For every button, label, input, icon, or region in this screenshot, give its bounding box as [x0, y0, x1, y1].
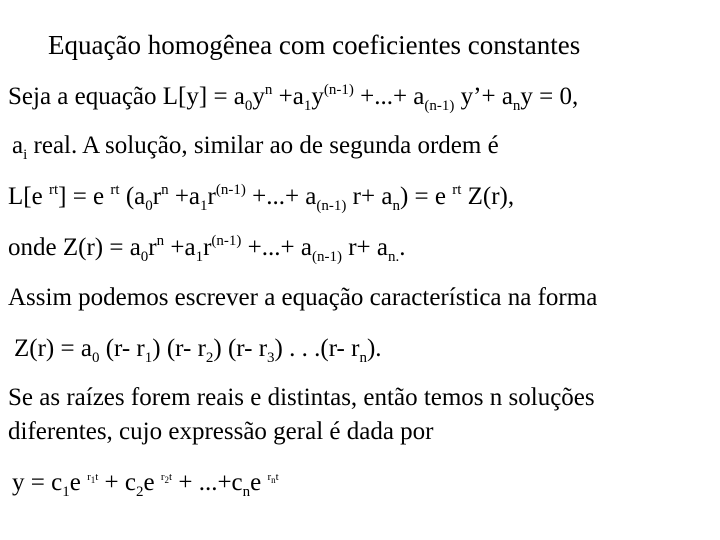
text: onde Z(r) = a — [8, 234, 141, 261]
subscript: 1 — [200, 198, 208, 214]
text: y — [311, 83, 324, 110]
line-assim: Assim podemos escrever a equação característica na forma — [8, 284, 598, 311]
text: a — [12, 132, 24, 159]
exp-t: t — [95, 471, 99, 483]
text: Seja a equação L[y] = a — [8, 83, 245, 110]
text: Z(r) = a — [14, 335, 92, 362]
superscript: n — [264, 82, 273, 98]
subscript: (n-1) — [311, 249, 342, 265]
text: r+ a — [346, 183, 393, 210]
text: (a — [119, 183, 146, 210]
text: +a — [168, 183, 201, 210]
text: ) = e — [399, 183, 453, 210]
subscript: 0 — [145, 198, 153, 214]
text: +...+ a — [245, 183, 317, 210]
text: y — [252, 83, 265, 110]
line-equation-ly — [8, 82, 578, 112]
subscript: n — [392, 198, 400, 214]
subscript: n. — [387, 249, 400, 265]
exp-r: r — [87, 471, 91, 483]
text: e — [69, 469, 88, 496]
superscript: n — [156, 233, 165, 249]
text: ) (r- r — [213, 335, 268, 362]
line-se-raizes: Se as raízes forem reais e distintas, então temos n soluções — [8, 384, 595, 411]
text: +...+ a — [353, 83, 425, 110]
text: ) (r- r — [152, 335, 206, 362]
subscript: (n-1) — [424, 98, 455, 114]
exp-t: t — [275, 471, 279, 483]
superscript — [268, 471, 279, 483]
subscript: n — [512, 98, 521, 114]
line-diferentes: diferentes, cujo expressão geral é dada por — [8, 418, 434, 445]
text: . — [399, 234, 406, 261]
text: e — [250, 469, 268, 496]
text: Z(r), — [461, 183, 515, 210]
text: real. A solução, similar ao de segunda ordem é — [27, 132, 499, 159]
text: r — [148, 234, 157, 261]
text: e — [143, 469, 161, 496]
exp-subscript: 1 — [90, 475, 96, 485]
superscript — [87, 471, 98, 483]
text: ] = e — [58, 183, 111, 210]
line-general-solution — [12, 468, 279, 498]
superscript: rt — [110, 182, 120, 198]
text: y = c — [12, 469, 63, 496]
subscript: n — [359, 350, 367, 366]
subscript: 1 — [303, 98, 312, 114]
subscript: 0 — [140, 249, 149, 265]
subscript: 2 — [136, 484, 144, 500]
text: +a — [164, 234, 196, 261]
text: +...+ a — [241, 234, 312, 261]
subscript: 1 — [195, 249, 204, 265]
superscript: rt — [48, 182, 59, 198]
subscript: 3 — [267, 350, 275, 366]
superscript: rt — [452, 182, 462, 198]
superscript: (n-1) — [323, 82, 354, 98]
text: (r- r — [99, 335, 145, 362]
line-char-equation — [14, 334, 382, 364]
exp-subscript: 2 — [164, 475, 170, 485]
subscript: i — [23, 147, 28, 163]
slide-title: Equação homogênea com coeficientes constantes — [48, 30, 581, 60]
superscript — [161, 471, 172, 483]
subscript: 1 — [144, 350, 153, 366]
line-ai-real — [12, 131, 499, 161]
exp-r: r — [267, 471, 272, 483]
text: r — [152, 183, 162, 210]
text: L[e — [8, 183, 49, 210]
text: + ...+c — [172, 469, 243, 496]
superscript: n — [161, 182, 169, 198]
text: y’+ a — [454, 83, 513, 110]
subscript: n — [242, 484, 251, 500]
exp-r: r — [160, 471, 165, 483]
text: r+ a — [341, 234, 388, 261]
subscript: 0 — [244, 98, 253, 114]
line-onde-zr — [8, 233, 405, 263]
text: +a — [272, 83, 304, 110]
text: ) . . .(r- r — [274, 335, 360, 362]
text: + c — [98, 469, 136, 496]
text: r — [203, 234, 212, 261]
subscript: (n-1) — [316, 198, 347, 214]
text: r — [207, 183, 216, 210]
exp-subscript: n — [271, 475, 276, 485]
subscript: 1 — [62, 484, 70, 500]
superscript: (n-1) — [215, 182, 246, 198]
superscript: (n-1) — [211, 233, 242, 249]
line-l-ert — [8, 182, 514, 212]
text: y = 0, — [520, 83, 579, 110]
subscript: 2 — [205, 350, 214, 366]
text: ). — [366, 335, 382, 362]
subscript: 0 — [91, 350, 100, 366]
exp-t: t — [169, 471, 173, 483]
